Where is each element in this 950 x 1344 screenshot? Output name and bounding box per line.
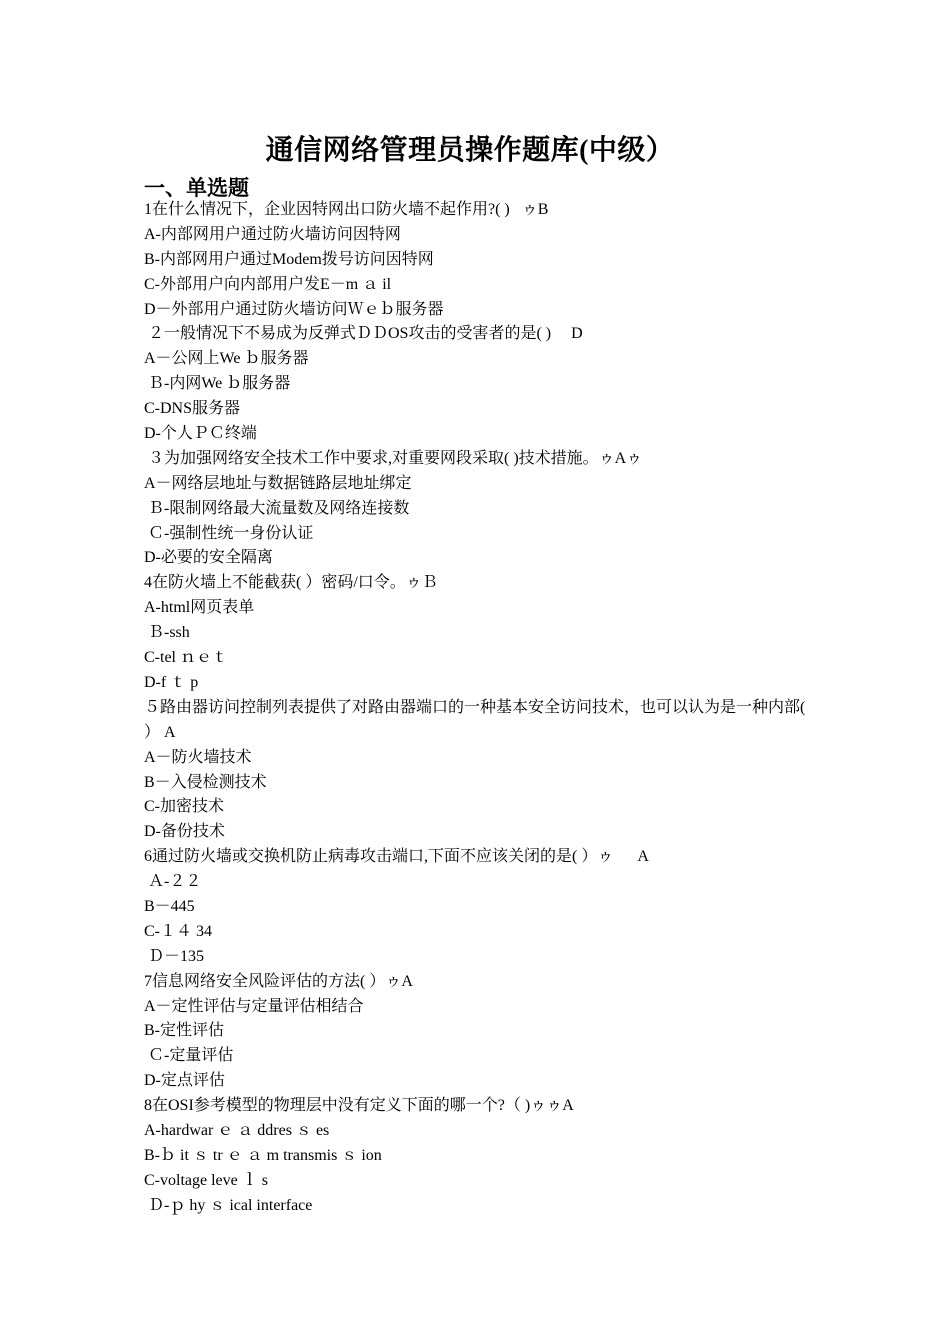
answer-option: Ｂ-限制网络最大流量数及网络连接数 — [144, 499, 410, 517]
answer-option: A-内部网用户通过防火墙访问因特网 — [144, 225, 401, 243]
question-text: 8在OSI参考模型的物理层中没有定义下面的哪一个?（ )ゥゥA — [144, 1097, 574, 1115]
question-text: ３为加强网络安全技术工作中要求,对重要网段采取( )技术措施。ゥAゥ — [144, 449, 643, 467]
question-text: ２一般情况下不易成为反弹式ＤＤOS攻击的受害者的是( ) D — [144, 325, 583, 343]
answer-option: Ｄ-ｐ hy ｓ ical interface — [144, 1196, 313, 1214]
answer-option: C-tel ｎｅｔ — [144, 649, 228, 667]
answer-option: C-加密技术 — [144, 798, 225, 816]
answer-option: C-１４ 34 — [144, 922, 213, 940]
question-list — [144, 198, 814, 1219]
answer-option: D－外部用户通过防火墙访问Ｗｅｂ服务器 — [144, 300, 444, 318]
answer-option: A－定性评估与定量评估相结合 — [144, 997, 364, 1015]
answer-option: D-f ｔ p — [144, 673, 199, 691]
question-text: 6通过防火墙或交换机防止病毒攻击端口,下面不应该关闭的是( ）ゥ A — [144, 848, 649, 866]
answer-option: Ｂ-ssh — [144, 624, 190, 642]
answer-option: A-html网页表单 — [144, 599, 255, 617]
answer-option: Ｃ-强制性统一身份认证 — [144, 524, 314, 542]
answer-option: D-备份技术 — [144, 823, 225, 841]
answer-option: A－公网上We ｂ服务器 — [144, 350, 309, 368]
answer-option: D-定点评估 — [144, 1072, 225, 1090]
answer-option: C-voltage leve ｌ s — [144, 1171, 268, 1189]
section-heading: 一、单选题 — [144, 176, 249, 200]
answer-option: B-定性评估 — [144, 1022, 225, 1040]
answer-option: B－入侵检测技术 — [144, 773, 267, 791]
answer-option: D-必要的安全隔离 — [144, 549, 273, 567]
answer-option: A－防火墙技术 — [144, 748, 252, 766]
question-text: 1在什么情况下，企业因特网出口防火墙不起作用?( ) ゥB — [144, 201, 549, 218]
answer-option: C-DNS服务器 — [144, 400, 241, 418]
answer-option: A-hardwar ｅ ａ ddres ｓ es — [144, 1121, 330, 1139]
question-text: 7信息网络安全风险评估的方法( ）ゥA — [144, 972, 413, 990]
answer-option: B－445 — [144, 897, 195, 915]
answer-option: Ａ-２２ — [144, 873, 202, 891]
question-text: ５路由器访问控制列表提供了对路由器端口的一种基本安全访问技术，也可以认为是一种内部( ） A — [144, 698, 806, 741]
answer-option: B-内部网用户通过Modem拨号访问因特网 — [144, 250, 434, 268]
answer-option: C-外部用户向内部用户发E－m ａ il — [144, 275, 392, 293]
question-text: 4在防火墙上不能截获( ）密码/口令。ゥＢ — [144, 574, 438, 592]
page-title: 通信网络管理员操作题库(中级） — [265, 135, 675, 166]
answer-option: A－网络层地址与数据链路层地址绑定 — [144, 474, 412, 492]
answer-option: Ｂ-内网We ｂ服务器 — [144, 375, 291, 393]
answer-option: Ｄ－135 — [144, 947, 205, 965]
answer-option: D-个人ＰＣ终端 — [144, 425, 257, 443]
answer-option: B-ｂ it ｓ tr ｅ ａ m transmis ｓ ion — [144, 1146, 382, 1164]
answer-option: Ｃ-定量评估 — [144, 1047, 234, 1065]
